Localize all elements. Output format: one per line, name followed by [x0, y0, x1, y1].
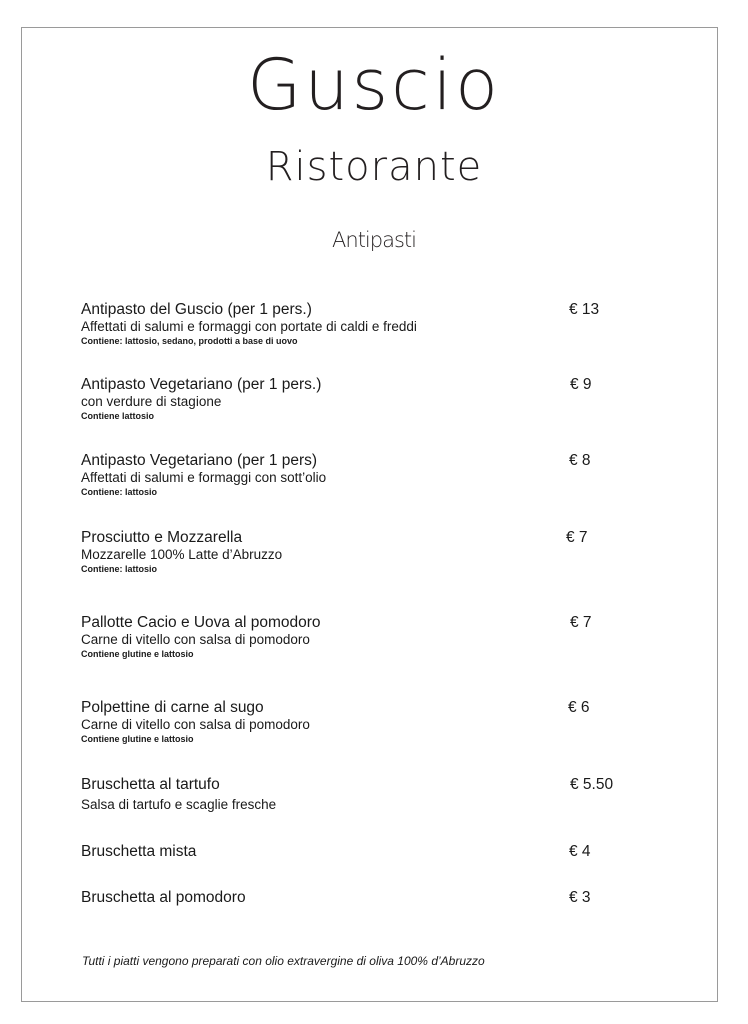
menu-item — [81, 376, 641, 423]
item-price: € 7 — [570, 614, 592, 631]
item-name: Antipasto Vegetariano (per 1 pers.) — [81, 376, 322, 393]
item-description: Carne di vitello con salsa di pomodoro — [81, 632, 310, 647]
item-price: € 6 — [568, 699, 590, 716]
item-price: € 5.50 — [570, 776, 614, 793]
item-price: € 8 — [569, 452, 591, 469]
item-price: € 7 — [566, 529, 588, 546]
item-allergens: Contiene: lattosio, sedano, prodotti a base di uovo — [81, 336, 298, 346]
item-allergens: Contiene lattosio — [81, 411, 155, 421]
menu-item — [81, 843, 641, 861]
item-price: € 9 — [570, 376, 592, 393]
item-price: € 3 — [569, 889, 591, 906]
item-price: € 4 — [569, 843, 591, 860]
item-description: Affettati di salumi e formaggi con portate di caldi e freddi — [81, 319, 417, 334]
item-name: Polpettine di carne al sugo — [81, 699, 264, 716]
item-allergens: Contiene: lattosio — [81, 487, 157, 497]
section-title: Antipasti — [332, 228, 416, 252]
restaurant-name: Guscio — [247, 44, 501, 126]
menu-item — [81, 452, 641, 499]
restaurant-subtitle: Ristorante — [265, 144, 483, 190]
item-description: Salsa di tartufo e scaglie fresche — [81, 797, 277, 812]
item-name: Bruschetta al pomodoro — [81, 889, 246, 906]
item-price: € 13 — [569, 301, 600, 318]
menu-item — [81, 529, 641, 576]
item-name: Antipasto del Guscio (per 1 pers.) — [81, 301, 312, 318]
item-allergens: Contiene: lattosio — [81, 564, 157, 574]
menu-item — [81, 889, 641, 907]
menu-item — [81, 614, 641, 661]
menu-item — [81, 301, 641, 348]
item-allergens: Contiene glutine e lattosio — [81, 734, 194, 744]
item-description: Affettati di salumi e formaggi con sott’olio — [81, 470, 327, 485]
item-name: Bruschetta mista — [81, 843, 197, 860]
menu-item — [81, 699, 641, 746]
item-name: Bruschetta al tartufo — [81, 776, 220, 793]
item-name: Antipasto Vegetariano (per 1 pers) — [81, 452, 318, 469]
item-description: con verdure di stagione — [81, 394, 222, 409]
footer-note: Tutti i piatti vengono preparati con olio extravergine di oliva 100% d’Abruzzo — [82, 954, 485, 968]
item-name: Pallotte Cacio e Uova al pomodoro — [81, 614, 321, 631]
item-name: Prosciutto e Mozzarella — [81, 529, 243, 546]
menu-item — [81, 776, 641, 813]
item-allergens: Contiene glutine e lattosio — [81, 649, 194, 659]
item-description: Mozzarelle 100% Latte d’Abruzzo — [81, 547, 283, 562]
item-description: Carne di vitello con salsa di pomodoro — [81, 717, 310, 732]
